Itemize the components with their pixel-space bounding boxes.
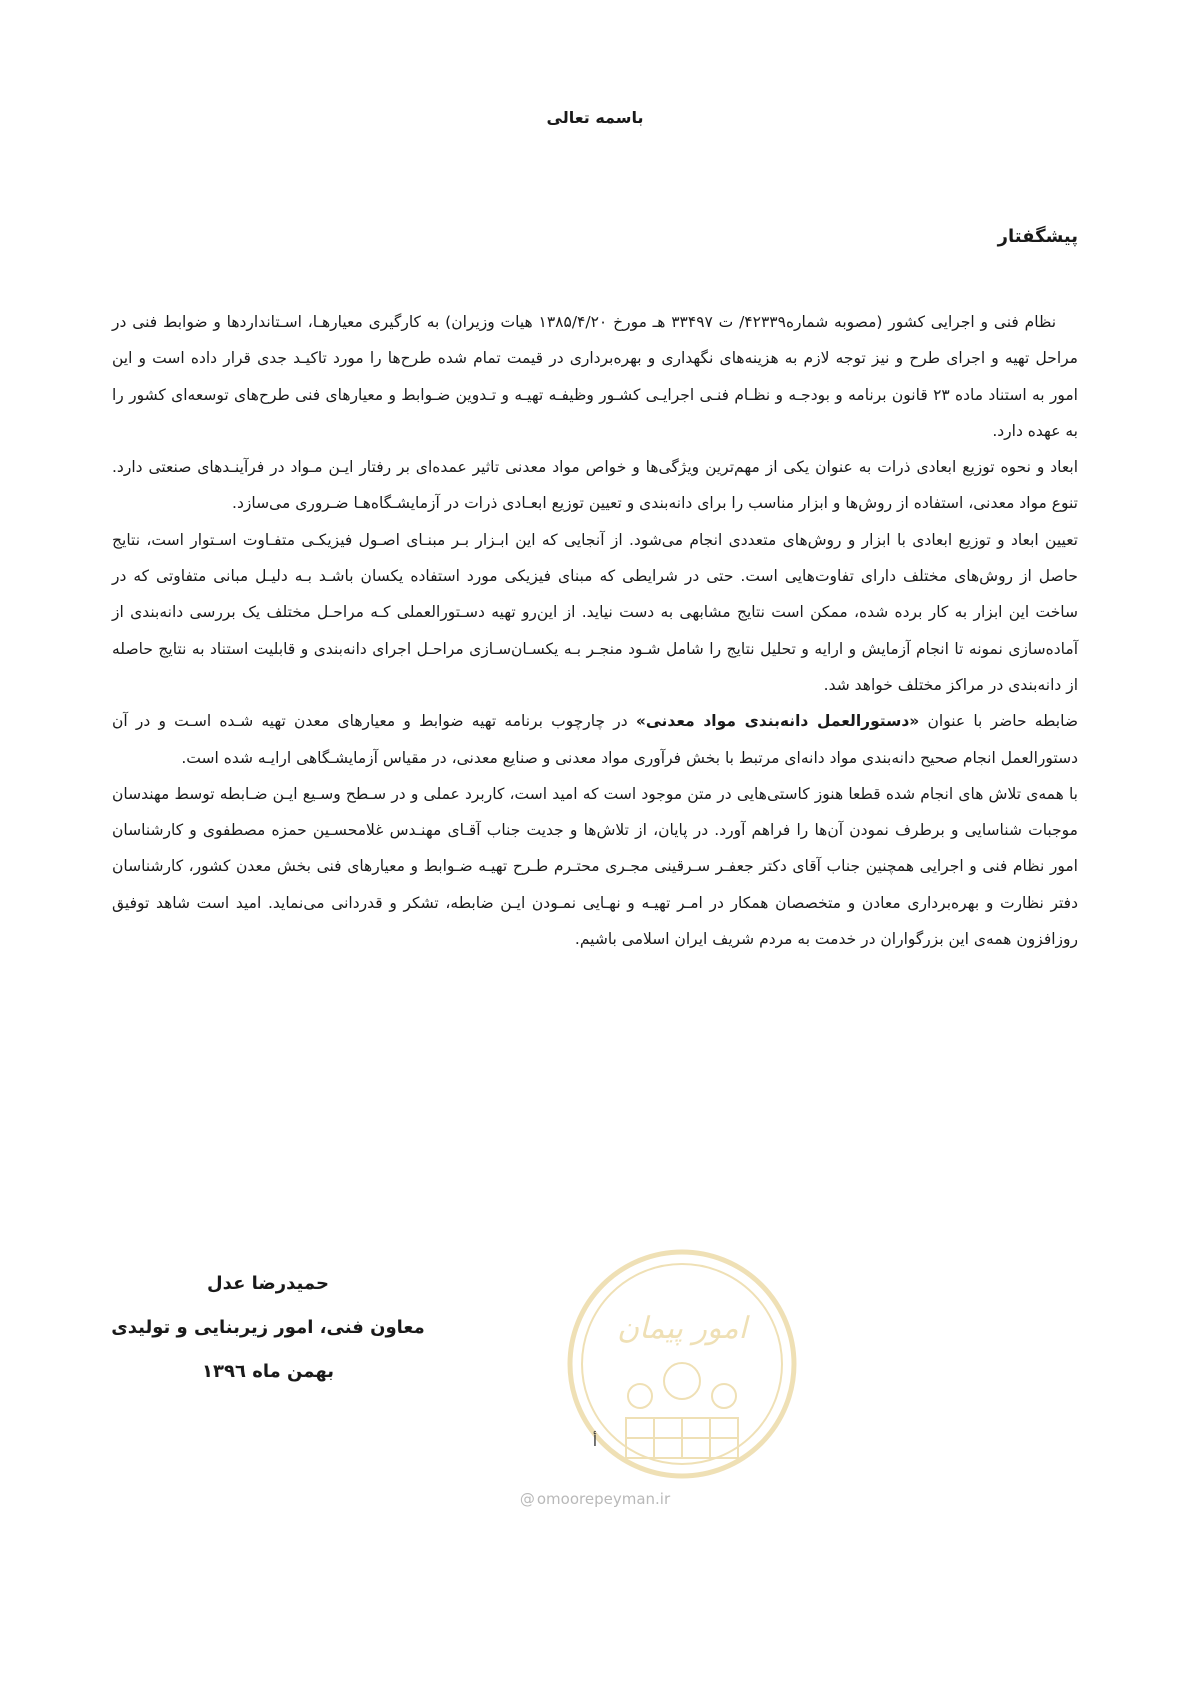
signatory-title: معاون فنی، امور زیربنایی و تولیدی (111, 1317, 425, 1338)
paragraph-2: ابعاد و نحوه توزیع ابعادی ذرات به عنوان یکی از مهم‌ترین ویژگی‌ها و خواص مواد معدنی تاثیر عمده‌ای بر رفتار ایـن مـواد در فرآینـدهای صنعتی دارد. تنوع مواد معدنی، استفاده از روش‌ها و ابزار مناسب را برای دانه‌بندی و تعیین توزیع ابعـادی ذرات در آزمایشـگاه‌هـا ضـروری می‌سازد. (112, 458, 1078, 513)
seal-lettering: امور پیمان (617, 1311, 747, 1346)
watermark (112, 1490, 1078, 1508)
signature-block (108, 1262, 428, 1394)
at-sign-icon: @ (519, 1490, 535, 1508)
page-number: أ (592, 1432, 598, 1450)
paragraph-1: نظام فنی و اجرایی کشور (مصوبه شماره۴۲۳۳۹/ ت ۳۳۴۹۷ هـ مورخ ۱۳۸۵/۴/۲۰ هیات وزیران) به کارگیری معیارهـا، اسـتانداردها و ضوابط فنی در مراحل تهیه و اجرای طرح و نیز توجه لازم به هزینه‌های نگهداری و بهره‌برداری در قیمت تمام شده طرح‌ها را مورد تاکیـد جدی قرار داده است و این امور به استناد ماده ۲۳ قانون برنامه و بودجـه و نظـام فنـی اجرایـی کشـور وظیفـه تهیـه و تـدوین ضـوابط و معیارهای فنی طرح‌های توسعه‌ای کشور را به عهده دارد. (112, 313, 1078, 440)
signatory-name: حمیدرضا عدل (207, 1273, 329, 1294)
body-text (112, 304, 1078, 957)
paragraph-5: با همه‌ی تلاش های انجام شده قطعا هنوز کاستی‌هایی در متن موجود است که امید است، کاربرد عملی و در سـطح وسـیع ایـن ضـابطه توسط مهندسان موجبات شناسایی و برطرف نمودن آن‌ها را فراهم آورد. در پایان، از تلاش‌ها و جدیت جناب آقـای مهنـدس غلامحسـین حمزه مصطفوی و کارشناسان امور نظام فنی و اجرایی همچنین جناب آقای دکتر جعفـر سـرقینی مجـری محتـرم طـرح تهیـه ضـوابط و معیارهای فنی بخش معدن کشور، کارشناسان دفتر نظارت و بهره‌برداری معادن و متخصصان همکار در امـر تهیـه و نهـایی نمـودن ایـن ضابطه، تشکر و قدردانی می‌نماید. امید است شاهد توفیق روزافزون همه‌ی این بزرگواران در خدمت به مردم شریف ایران اسلامی باشیم. (112, 784, 1078, 949)
basmala: باسمه تعالی (546, 108, 644, 127)
paragraph-4 (112, 703, 1078, 776)
document-page (112, 0, 1078, 1684)
paragraph-3: تعیین ابعاد و توزیع ابعادی با ابزار و روش‌های متعددی انجام می‌شود. از آنجایی که این ابـزار بـر مبنـای اصـول فیزیکـی متفـاوت اسـتوار است، نتایج حاصل از روش‌های مختلف دارای تفاوت‌هایی است. حتی در شرایطی که مبنای فیزیکی مورد استفاده یکسان باشـد بـه دلیـل مبانی متفاوتی که در ساخت این ابزار به کار برده شده، ممکن است نتایج مشابهی به دست نیاید. از این‌رو تهیه دسـتورالعملی کـه مراحـل مختلف یک بررسی دانه‌بندی از آماده‌سازی نمونه تا انجام آزمایش و ارایه و تحلیل نتایج را شامل شـود منجـر بـه یکسـان‌سـازی مراحـل اجرای دانه‌بندی و قابلیت استناد به نتایج حاصله از دانه‌بندی در مراکز مختلف خواهد شد. (112, 530, 1078, 694)
paragraph-4-end: در چارچوب برنامه تهیه ضوابط و معیارهای معدن تهیه شـده اسـت و در آن دستورالعمل انجام صحیح دانه‌بندی مواد دانه‌ای مرتبط با بخش فرآوری مواد معدنی و صنایع معدنی، در مقیاس آزمایشـگاهی ارایـه شده است. (112, 712, 1078, 767)
watermark-text: omoorepeyman.ir (536, 1490, 671, 1508)
paragraph-4-bold-title: «دستورالعمل دانه‌بندی مواد معدنی» (635, 712, 920, 731)
paragraph-4-start: ضابطه حاضر با عنوان (919, 712, 1079, 731)
page-heading: پیشگفتار (997, 226, 1078, 247)
signature-date: بهمن ماه ۱۳۹٦ (202, 1361, 334, 1382)
